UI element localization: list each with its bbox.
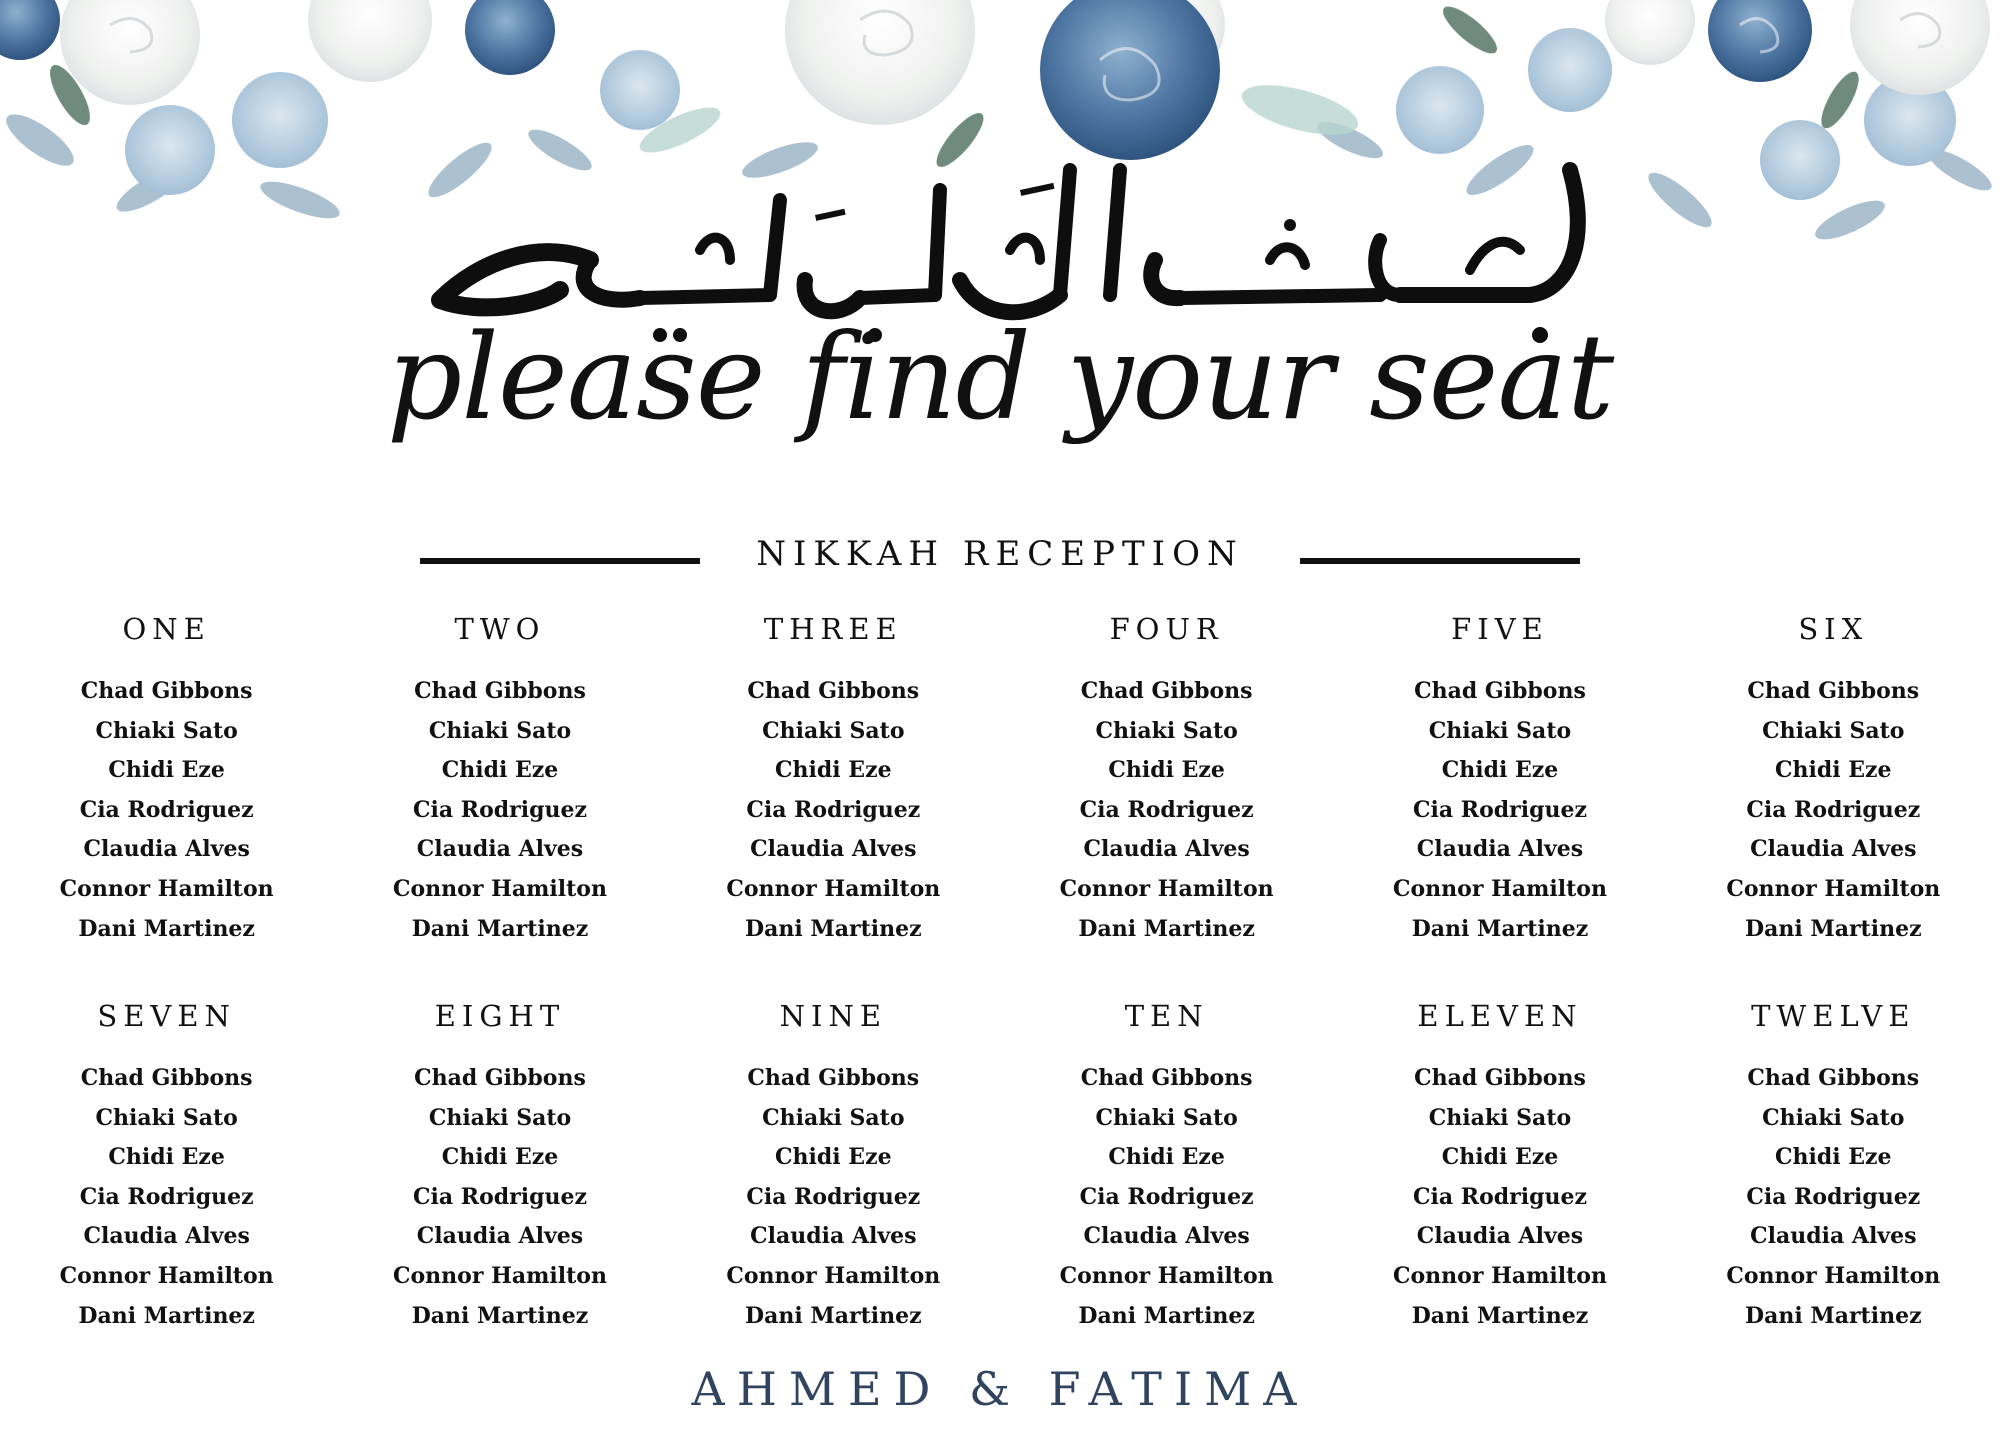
guest-name: Connor Hamilton xyxy=(1392,875,1607,902)
guest-name: Chad Gibbons xyxy=(747,678,920,704)
guest-name: Chad Gibbons xyxy=(414,678,586,704)
guest-name: Chidi Eze xyxy=(1108,757,1225,784)
guest-name: Dani Martinez xyxy=(411,1302,589,1329)
table-card xyxy=(1000,997,1333,1384)
guest-name: Dani Martinez xyxy=(1745,1302,1922,1329)
guest-name: Chiaki Sato xyxy=(95,1104,238,1131)
guest-list xyxy=(333,1059,666,1336)
table-card xyxy=(667,610,1000,997)
table-card xyxy=(0,610,333,997)
guest-name: Cia Rodriguez xyxy=(413,1183,587,1210)
guest-name: Connor Hamilton xyxy=(1726,875,1941,902)
guest-name: Dani Martinez xyxy=(745,915,922,942)
guest-name: Claudia Alves xyxy=(750,836,917,863)
page-title: please find your seat xyxy=(386,308,1614,446)
guest-name: Chidi Eze xyxy=(775,757,892,784)
couple-names: AHMED & FATIMA xyxy=(691,1362,1309,1416)
guest-name: Dani Martinez xyxy=(78,1302,255,1329)
guest-name: Chidi Eze xyxy=(108,757,225,784)
guest-name: Chiaki Sato xyxy=(762,1104,905,1131)
divider-right xyxy=(1300,558,1580,564)
table-name: ONE xyxy=(122,612,211,646)
guest-name: Cia Rodriguez xyxy=(1079,796,1254,823)
guest-name: Cia Rodriguez xyxy=(1413,1183,1587,1210)
table-name: TWELVE xyxy=(1751,999,1916,1033)
guest-name: Dani Martinez xyxy=(1411,1302,1589,1329)
guest-name: Cia Rodriguez xyxy=(79,796,254,823)
guest-name: Chidi Eze xyxy=(441,1144,559,1171)
guest-list xyxy=(667,1059,1000,1336)
guest-name: Chidi Eze xyxy=(108,1144,225,1171)
guest-name: Chad Gibbons xyxy=(414,1065,586,1091)
guest-name: Chidi Eze xyxy=(1108,1144,1225,1171)
guest-name: Cia Rodriguez xyxy=(746,796,921,823)
table-card xyxy=(333,997,666,1384)
table-card xyxy=(1667,610,2000,997)
guest-name: Connor Hamilton xyxy=(1726,1262,1941,1289)
guest-name: Cia Rodriguez xyxy=(1079,1183,1254,1210)
guest-name: Claudia Alves xyxy=(83,836,250,863)
guest-list xyxy=(1000,1059,1333,1336)
guest-name: Chiaki Sato xyxy=(1095,717,1238,744)
guest-name: Chidi Eze xyxy=(775,1144,892,1171)
guest-list xyxy=(667,672,1000,949)
guest-name: Dani Martinez xyxy=(1745,915,1922,942)
guest-name: Chad Gibbons xyxy=(1747,1065,1920,1091)
guest-name: Connor Hamilton xyxy=(1392,1262,1607,1289)
table-card xyxy=(1333,997,1666,1384)
table-name: TWO xyxy=(454,612,546,646)
guest-name: Dani Martinez xyxy=(411,915,589,942)
guest-name: Claudia Alves xyxy=(750,1223,917,1250)
guest-name: Chiaki Sato xyxy=(762,717,905,744)
guest-name: Claudia Alves xyxy=(83,1223,250,1250)
guest-name: Connor Hamilton xyxy=(59,875,274,902)
event-header xyxy=(0,528,2000,588)
guest-name: Connor Hamilton xyxy=(59,1262,274,1289)
table-name: TEN xyxy=(1124,999,1209,1033)
guest-name: Claudia Alves xyxy=(1750,836,1917,863)
guest-name: Chiaki Sato xyxy=(428,717,572,744)
guest-name: Dani Martinez xyxy=(78,915,255,942)
guest-name: Chidi Eze xyxy=(1441,1144,1559,1171)
guest-list xyxy=(0,1059,333,1336)
guest-name: Chad Gibbons xyxy=(1414,678,1586,704)
guest-name: Cia Rodriguez xyxy=(1746,796,1921,823)
guest-list xyxy=(0,672,333,949)
guest-name: Cia Rodriguez xyxy=(746,1183,921,1210)
guest-name: Cia Rodriguez xyxy=(413,796,587,823)
guest-name: Claudia Alves xyxy=(1083,1223,1250,1250)
guest-name: Chidi Eze xyxy=(1775,1144,1892,1171)
guest-list xyxy=(1333,1059,1666,1336)
guest-name: Chiaki Sato xyxy=(1428,717,1572,744)
guest-name: Chiaki Sato xyxy=(1095,1104,1238,1131)
guest-name: Connor Hamilton xyxy=(1059,1262,1274,1289)
seating-grid xyxy=(0,610,2000,1384)
table-name: SEVEN xyxy=(97,999,236,1033)
table-name: THREE xyxy=(763,612,903,646)
guest-list xyxy=(1000,672,1333,949)
guest-name: Claudia Alves xyxy=(416,1223,584,1250)
table-name: FOUR xyxy=(1109,612,1224,646)
guest-name: Chad Gibbons xyxy=(1414,1065,1586,1091)
guest-name: Claudia Alves xyxy=(1083,836,1250,863)
guest-name: Chidi Eze xyxy=(1441,757,1559,784)
guest-name: Claudia Alves xyxy=(1750,1223,1917,1250)
guest-name: Cia Rodriguez xyxy=(79,1183,254,1210)
guest-name: Chidi Eze xyxy=(1775,757,1892,784)
guest-list xyxy=(1333,672,1666,949)
guest-name: Dani Martinez xyxy=(1078,915,1255,942)
guest-name: Cia Rodriguez xyxy=(1413,796,1587,823)
guest-name: Chad Gibbons xyxy=(1080,678,1253,704)
guest-name: Chad Gibbons xyxy=(1747,678,1920,704)
guest-name: Connor Hamilton xyxy=(726,1262,941,1289)
table-card xyxy=(1667,997,2000,1384)
table-card xyxy=(0,997,333,1384)
guest-name: Chiaki Sato xyxy=(1762,1104,1905,1131)
guest-name: Claudia Alves xyxy=(416,836,584,863)
guest-name: Claudia Alves xyxy=(1416,836,1584,863)
guest-name: Chiaki Sato xyxy=(1428,1104,1572,1131)
table-card xyxy=(333,610,666,997)
guest-list xyxy=(333,672,666,949)
guest-name: Chiaki Sato xyxy=(428,1104,572,1131)
table-card xyxy=(1333,610,1666,997)
guest-name: Claudia Alves xyxy=(1416,1223,1584,1250)
guest-name: Connor Hamilton xyxy=(393,875,607,902)
guest-name: Chad Gibbons xyxy=(747,1065,920,1091)
guest-name: Dani Martinez xyxy=(1078,1302,1255,1329)
table-name: NINE xyxy=(779,999,887,1033)
guest-list xyxy=(1667,672,2000,949)
guest-name: Chad Gibbons xyxy=(1080,1065,1253,1091)
guest-name: Chiaki Sato xyxy=(95,717,238,744)
guest-list xyxy=(1667,1059,2000,1336)
guest-name: Chiaki Sato xyxy=(1762,717,1905,744)
guest-name: Chad Gibbons xyxy=(80,678,253,704)
guest-name: Chad Gibbons xyxy=(80,1065,253,1091)
table-name: ELEVEN xyxy=(1417,999,1583,1033)
guest-name: Dani Martinez xyxy=(1411,915,1589,942)
guest-name: Chidi Eze xyxy=(441,757,559,784)
table-name: SIX xyxy=(1798,612,1869,646)
table-card xyxy=(1000,610,1333,997)
guest-name: Dani Martinez xyxy=(745,1302,922,1329)
guest-name: Connor Hamilton xyxy=(1059,875,1274,902)
guest-name: Cia Rodriguez xyxy=(1746,1183,1921,1210)
guest-name: Connor Hamilton xyxy=(393,1262,607,1289)
guest-name: Connor Hamilton xyxy=(726,875,941,902)
table-name: FIVE xyxy=(1451,612,1549,646)
event-title: NIKKAH RECEPTION xyxy=(756,534,1244,574)
table-name: EIGHT xyxy=(434,999,566,1033)
table-card xyxy=(667,997,1000,1384)
